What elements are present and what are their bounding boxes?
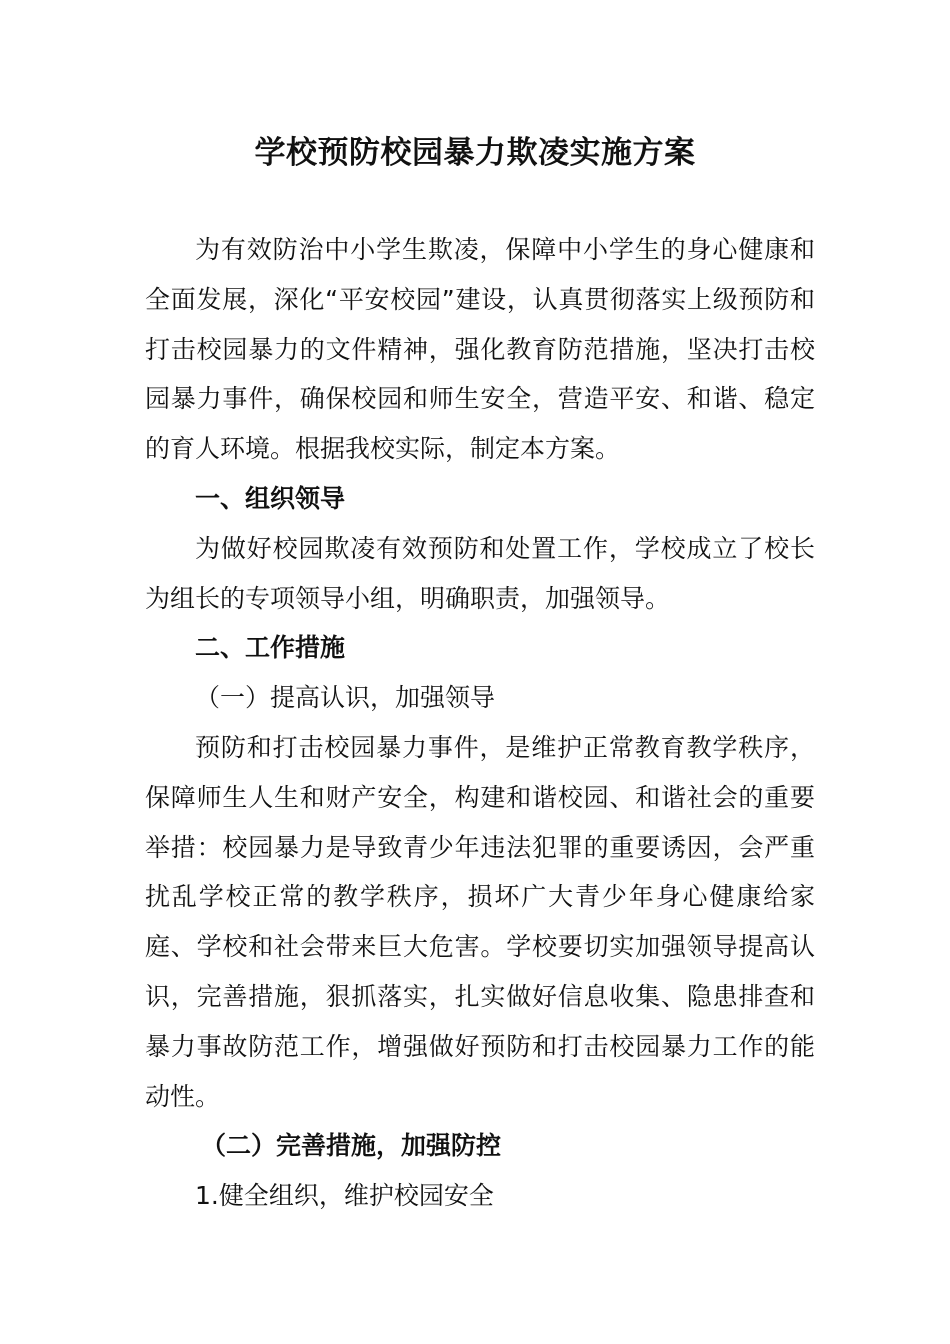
awareness-paragraph: 预防和打击校园暴力事件，是维护正常教育教学秩序，保障师生人生和财产安全，构建和谐校园、和谐社会的重要举措：校园暴力是导致青少年违法犯罪的重要诱因，会严重扰乱学校正常的教学秩序，损坏广大青少年身心健康给家庭、学校和社会带来巨大危害。学校要切实加强领导提高认识，完善措施，狠抓落实，扎实做好信息收集、隐患排查和暴力事故防范工作，增强做好预防和打击校园暴力工作的能动性。: [145, 732, 815, 1111]
organization-paragraph: 为做好校园欺凌有效预防和处置工作，学校成立了校长为组长的专项领导小组，明确职责，加强领导。: [145, 533, 815, 613]
document-title: 学校预防校园暴力欺凌实施方案: [254, 135, 696, 171]
document-body: [145, 225, 815, 1221]
section-heading-measures: 二、工作措施: [195, 633, 346, 663]
section-heading-organization: 一、组织领导: [195, 483, 346, 513]
subsection-heading-awareness: （一）提高认识，加强领导: [195, 683, 496, 713]
intro-paragraph: 为有效防治中小学生欺凌，保障中小学生的身心健康和全面发展，深化“平安校园”建设，认真贯彻落实上级预防和打击校园暴力的文件精神，强化教育防范措施，坚决打击校园暴力事件，确保校园和师生安全，营造平安、和谐、稳定的育人环境。根据我校实际，制定本方案。: [145, 235, 815, 464]
item-heading-organization: 1.健全组织，维护校园安全: [195, 1181, 494, 1211]
subsection-heading-prevention: （二）完善措施，加强防控: [201, 1131, 502, 1161]
